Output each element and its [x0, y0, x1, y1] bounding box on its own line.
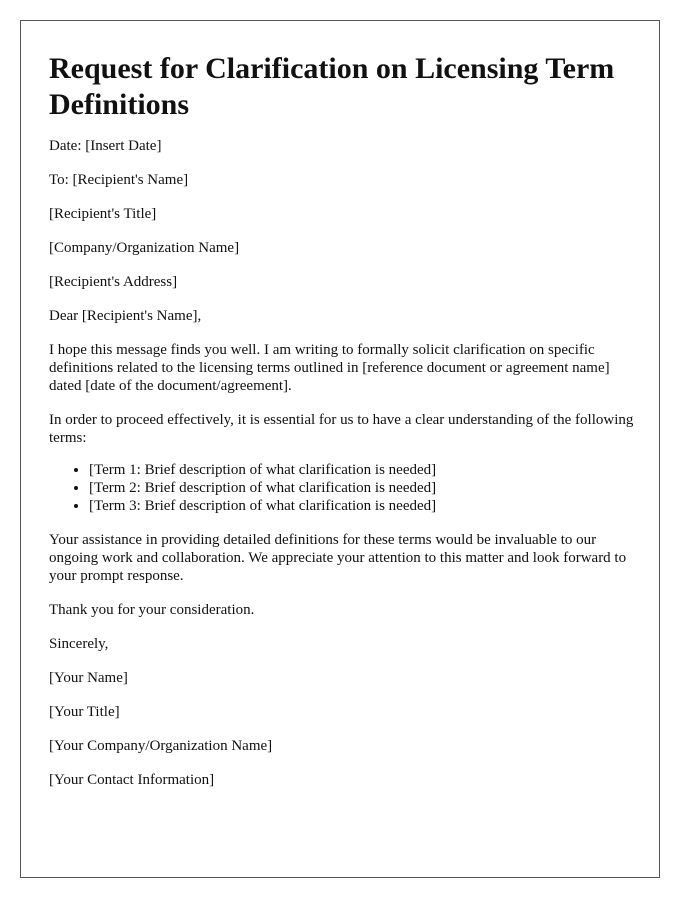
term-item: • [Term 2: Brief description of what clarification is needed] — [89, 479, 639, 497]
signature-name: [Your Name] — [49, 670, 128, 686]
date-line: Date: [Insert Date] — [49, 138, 162, 154]
thanks-line: Thank you for your consideration. — [49, 602, 255, 618]
closing-paragraph: Your assistance in providing detailed definitions for these terms would be invaluable to our ongoing work and collaboration. We appreciate your attention to this matter and look forward to your prompt response. — [49, 532, 627, 584]
signature-company: [Your Company/Organization Name] — [49, 738, 273, 754]
terms-list — [49, 461, 639, 515]
signature-title: [Your Title] — [49, 704, 120, 720]
recipient-address-line: [Recipient's Address] — [49, 274, 178, 290]
terms-intro-paragraph: In order to proceed effectively, it is essential for us to have a clear understanding of the following terms: — [49, 412, 634, 446]
company-name-line: [Company/Organization Name] — [49, 240, 240, 256]
recipient-title-line: [Recipient's Title] — [49, 206, 157, 222]
letter-title: Request for Clarification on Licensing Term Definitions — [49, 52, 615, 121]
recipient-name-line: To: [Recipient's Name] — [49, 172, 189, 188]
salutation: Dear [Recipient's Name], — [49, 308, 202, 324]
term-item: • [Term 1: Brief description of what clarification is needed] — [89, 461, 639, 479]
signoff: Sincerely, — [49, 636, 109, 652]
term-item: • [Term 3: Brief description of what clarification is needed] — [89, 497, 639, 515]
letter-page — [20, 20, 660, 878]
intro-paragraph: I hope this message finds you well. I am writing to formally solicit clarification on specific definitions related to the licensing terms outlined in [reference document or agreement name] dated [date of the document/agreement]. — [49, 342, 610, 394]
signature-contact: [Your Contact Information] — [49, 772, 215, 788]
letter-content — [49, 51, 639, 805]
